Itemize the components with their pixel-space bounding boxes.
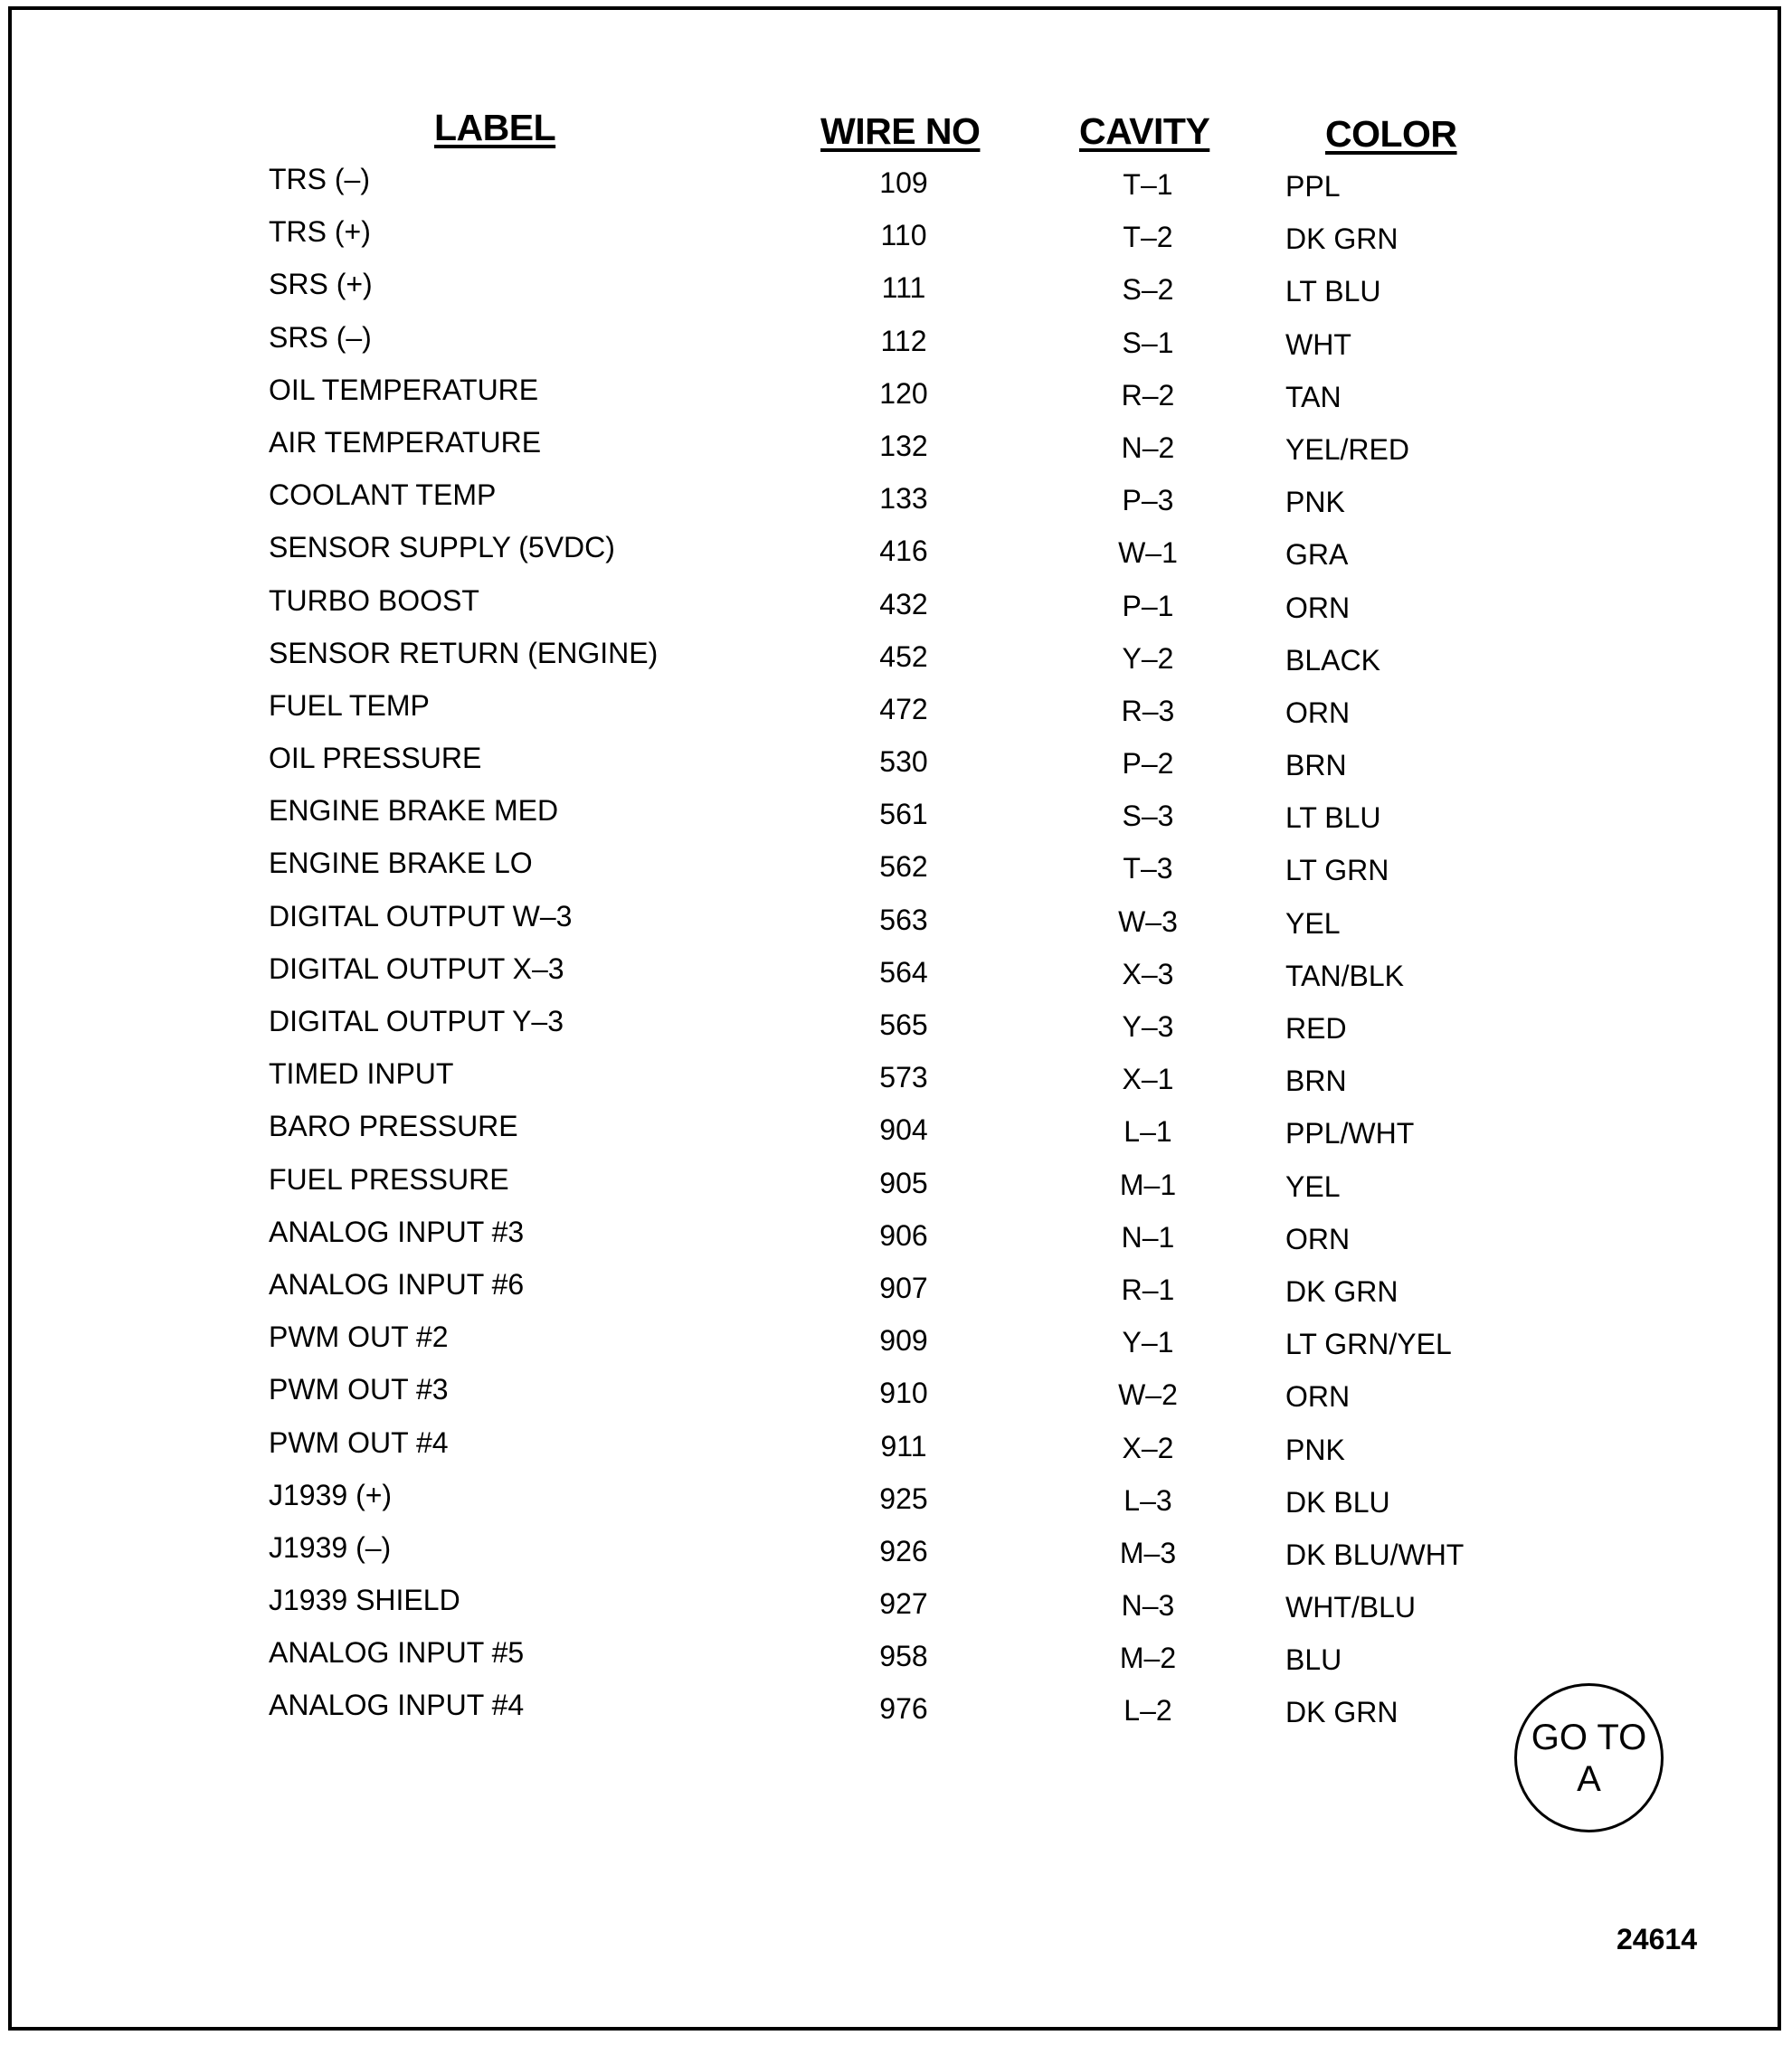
row-cavity: S–3 (1122, 800, 1174, 833)
row-label: PWM OUT #4 (269, 1425, 449, 1459)
row-cavity: L–3 (1124, 1483, 1172, 1517)
row-cavity: W–3 (1118, 904, 1178, 938)
row-color: LT BLU (1285, 801, 1381, 835)
table-row (0, 791, 1792, 843)
row-color: GRA (1285, 538, 1349, 572)
table-row (0, 686, 1792, 738)
table-row (0, 738, 1792, 791)
table-row (0, 1475, 1792, 1528)
table-row (0, 1317, 1792, 1369)
row-color: DK BLU/WHT (1285, 1538, 1465, 1571)
row-wire-no: 565 (879, 1008, 928, 1041)
row-label: J1939 (+) (269, 1478, 393, 1511)
row-wire-no: 573 (879, 1061, 928, 1094)
row-label: ANALOG INPUT #3 (269, 1215, 525, 1248)
row-cavity: Y–1 (1122, 1326, 1174, 1359)
row-cavity: X–1 (1122, 1063, 1174, 1096)
row-color: WHT (1285, 327, 1351, 361)
row-cavity: Y–2 (1122, 641, 1174, 675)
row-color: YEL/RED (1285, 432, 1409, 466)
row-label: SENSOR SUPPLY (5VDC) (269, 531, 615, 564)
figure-number: 24614 (1617, 1923, 1697, 1955)
row-label: AIR TEMPERATURE (269, 425, 542, 459)
row-cavity: M–2 (1119, 1642, 1177, 1675)
row-color: LT BLU (1285, 275, 1381, 308)
table-row (0, 1106, 1792, 1159)
row-wire-no: 925 (879, 1482, 928, 1515)
row-label: TURBO BOOST (269, 583, 479, 617)
row-cavity: R–2 (1121, 378, 1175, 412)
row-cavity: L–2 (1124, 1694, 1172, 1728)
row-wire-no: 910 (879, 1377, 928, 1410)
row-cavity: Y–3 (1122, 1010, 1174, 1043)
row-wire-no: 452 (879, 639, 928, 673)
table-row (0, 475, 1792, 527)
table-row (0, 1054, 1792, 1106)
row-wire-no: 911 (880, 1429, 927, 1463)
row-cavity: W–2 (1118, 1378, 1178, 1412)
row-cavity: N–3 (1121, 1589, 1175, 1623)
wire-table (0, 159, 1792, 1738)
go-to-a-connector-symbol (1514, 1683, 1664, 1832)
row-label: BARO PRESSURE (269, 1110, 518, 1143)
row-wire-no: 927 (879, 1587, 928, 1621)
table-row (0, 422, 1792, 475)
row-color: BLACK (1285, 643, 1380, 677)
row-wire-no: 120 (879, 376, 928, 410)
row-color: WHT/BLU (1285, 1591, 1416, 1624)
table-row (0, 581, 1792, 633)
row-label: DIGITAL OUTPUT W–3 (269, 899, 573, 933)
row-label: SENSOR RETURN (ENGINE) (269, 636, 659, 669)
row-label: ENGINE BRAKE MED (269, 794, 559, 828)
row-cavity: S–1 (1122, 326, 1174, 359)
row-wire-no: 472 (879, 692, 928, 725)
row-cavity: X–2 (1122, 1431, 1174, 1464)
row-cavity: S–2 (1122, 273, 1174, 307)
row-color: PNK (1285, 486, 1345, 519)
row-label: DIGITAL OUTPUT X–3 (269, 951, 564, 985)
row-wire-no: 909 (879, 1324, 928, 1358)
row-color: DK GRN (1285, 1696, 1399, 1729)
row-cavity: M–1 (1119, 1168, 1177, 1201)
row-label: ANALOG INPUT #5 (269, 1636, 525, 1670)
table-row (0, 1264, 1792, 1317)
row-wire-no: 926 (879, 1534, 928, 1567)
row-cavity: P–1 (1122, 589, 1174, 622)
row-label: PWM OUT #2 (269, 1321, 449, 1354)
row-wire-no: 906 (879, 1218, 928, 1252)
header-cavity: CAVITY (1079, 110, 1210, 152)
row-label: J1939 SHIELD (269, 1584, 460, 1617)
row-color: RED (1285, 1012, 1347, 1045)
table-row (0, 527, 1792, 580)
row-label: TRS (+) (269, 215, 371, 249)
row-color: TAN/BLK (1285, 959, 1404, 992)
row-wire-no: 905 (879, 1166, 928, 1199)
row-label: ANALOG INPUT #4 (269, 1689, 525, 1722)
row-cavity: L–1 (1124, 1115, 1172, 1149)
row-label: FUEL PRESSURE (269, 1162, 509, 1196)
row-label: ENGINE BRAKE LO (269, 847, 533, 880)
row-cavity: P–2 (1122, 747, 1174, 781)
row-cavity: W–1 (1118, 536, 1178, 570)
row-wire-no: 561 (879, 798, 928, 831)
row-label: OIL TEMPERATURE (269, 373, 539, 406)
row-color: DK GRN (1285, 222, 1399, 256)
table-row (0, 1160, 1792, 1212)
go-to-text: GO TO (1531, 1717, 1647, 1757)
row-color: DK BLU (1285, 1485, 1390, 1519)
table-row (0, 1528, 1792, 1580)
row-wire-no: 530 (879, 745, 928, 779)
row-wire-no: 904 (879, 1113, 928, 1147)
row-color: ORN (1285, 591, 1351, 624)
row-wire-no: 564 (879, 955, 928, 989)
table-row (0, 159, 1792, 212)
row-cavity: N–2 (1121, 431, 1175, 464)
table-row (0, 843, 1792, 895)
row-wire-no: 110 (880, 219, 927, 252)
row-wire-no: 133 (879, 482, 928, 516)
row-label: SRS (–) (269, 320, 372, 354)
go-to-target: A (1577, 1758, 1601, 1799)
row-label: COOLANT TEMP (269, 478, 497, 512)
row-cavity: N–1 (1121, 1220, 1175, 1254)
row-color: TAN (1285, 380, 1342, 413)
table-row (0, 633, 1792, 686)
row-label: FUEL TEMP (269, 688, 430, 722)
row-color: PPL (1285, 170, 1341, 203)
row-wire-no: 109 (879, 166, 928, 199)
row-color: DK GRN (1285, 1274, 1399, 1308)
row-color: PNK (1285, 1433, 1345, 1466)
row-label: TRS (–) (269, 163, 370, 195)
row-label: SRS (+) (269, 268, 373, 301)
row-cavity: T–1 (1123, 168, 1173, 201)
row-wire-no: 112 (880, 324, 927, 357)
row-color: BRN (1285, 1065, 1347, 1098)
table-row (0, 1369, 1792, 1422)
table-row (0, 1001, 1792, 1054)
row-wire-no: 416 (879, 535, 928, 568)
row-cavity: P–3 (1122, 484, 1174, 517)
row-wire-no: 907 (879, 1271, 928, 1304)
table-row (0, 1580, 1792, 1633)
row-label: PWM OUT #3 (269, 1373, 449, 1406)
row-label: DIGITAL OUTPUT Y–3 (269, 1005, 564, 1037)
table-row (0, 317, 1792, 370)
header-wire-no: WIRE NO (820, 110, 981, 152)
row-cavity: T–2 (1123, 221, 1173, 254)
header-color: COLOR (1325, 113, 1457, 155)
row-cavity: T–3 (1123, 852, 1173, 885)
row-color: LT GRN/YEL (1285, 1328, 1452, 1361)
row-color: PPL/WHT (1285, 1117, 1415, 1150)
row-cavity: R–3 (1121, 694, 1175, 727)
table-row (0, 370, 1792, 422)
row-color: LT GRN (1285, 854, 1389, 887)
row-color: BLU (1285, 1643, 1342, 1677)
row-wire-no: 958 (879, 1640, 928, 1673)
row-label: OIL PRESSURE (269, 742, 482, 775)
row-color: ORN (1285, 1380, 1351, 1414)
row-color: YEL (1285, 1169, 1341, 1203)
row-label: TIMED INPUT (269, 1057, 454, 1091)
row-color: YEL (1285, 906, 1341, 940)
table-row (0, 949, 1792, 1001)
table-row (0, 1633, 1792, 1685)
row-wire-no: 976 (879, 1692, 928, 1726)
table-row (0, 264, 1792, 317)
row-cavity: X–3 (1122, 957, 1174, 990)
table-row (0, 1212, 1792, 1264)
row-wire-no: 111 (881, 271, 926, 305)
row-wire-no: 132 (879, 429, 928, 462)
row-wire-no: 432 (879, 587, 928, 620)
row-color: ORN (1285, 696, 1351, 729)
table-row (0, 896, 1792, 949)
header-label: LABEL (434, 107, 556, 148)
row-cavity: M–3 (1119, 1536, 1177, 1569)
table-row (0, 1423, 1792, 1475)
row-label: J1939 (–) (269, 1530, 392, 1564)
row-wire-no: 562 (879, 850, 928, 884)
row-color: ORN (1285, 1222, 1351, 1255)
table-row (0, 212, 1792, 264)
row-label: ANALOG INPUT #6 (269, 1267, 525, 1301)
row-wire-no: 563 (879, 903, 928, 936)
row-cavity: R–1 (1121, 1273, 1175, 1306)
row-color: BRN (1285, 749, 1347, 782)
